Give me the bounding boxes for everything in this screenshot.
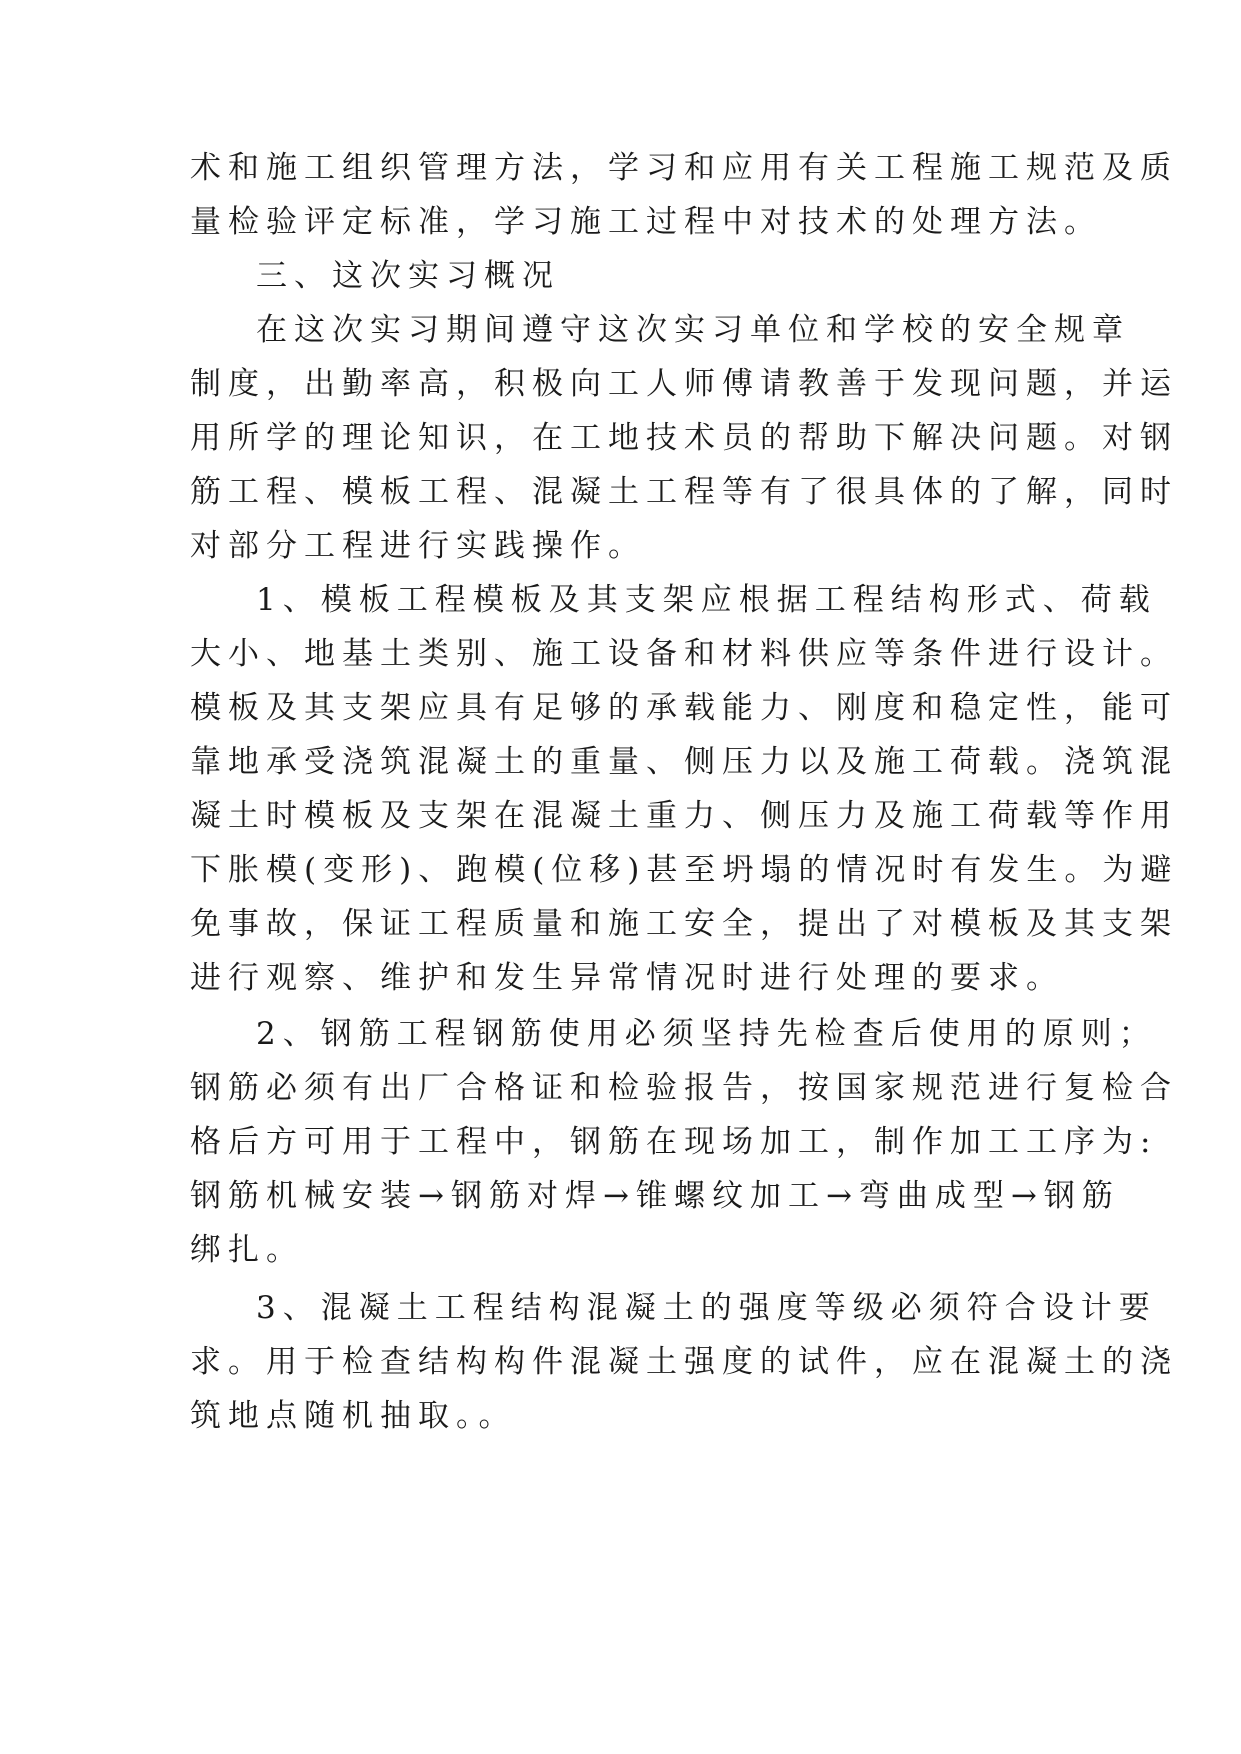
paragraph-line: 2、钢筋工程钢筋使用必须坚持先检查后使用的原则； — [256, 1016, 1157, 1052]
paragraph-line: 量检验评定标准，学习施工过程中对技术的处理方法。 — [190, 204, 1102, 240]
paragraph-line: 对部分工程进行实践操作。 — [190, 528, 646, 564]
paragraph-line: 3、混凝土工程结构混凝土的强度等级必须符合设计要 — [256, 1290, 1157, 1326]
paragraph-line: 免事故，保证工程质量和施工安全，提出了对模板及其支架 — [190, 906, 1178, 942]
paragraph-line: 进行观察、维护和发生异常情况时进行处理的要求。 — [190, 960, 1064, 996]
paragraph-line: 术和施工组织管理方法，学习和应用有关工程施工规范及质 — [190, 150, 1178, 186]
paragraph-line: 筑地点随机抽取。。 — [190, 1398, 517, 1434]
paragraph-line: 靠地承受浇筑混凝土的重量、侧压力以及施工荷载。浇筑混 — [190, 744, 1178, 780]
section-heading: 三、这次实习概况 — [256, 258, 560, 294]
paragraph-line: 钢筋机械安装→钢筋对焊→锥螺纹加工→弯曲成型→钢筋 — [190, 1178, 1120, 1214]
paragraph-line: 制度，出勤率高，积极向工人师傅请教善于发现问题，并运 — [190, 366, 1178, 402]
paragraph-line: 大小、地基土类别、施工设备和材料供应等条件进行设计。 — [190, 636, 1178, 672]
paragraph-line: 绑扎。 — [190, 1232, 304, 1268]
paragraph-line: 求。用于检查结构构件混凝土强度的试件，应在混凝土的浇 — [190, 1344, 1178, 1380]
paragraph-line: 用所学的理论知识，在工地技术员的帮助下解决问题。对钢 — [190, 420, 1178, 456]
paragraph-line: 1、模板工程模板及其支架应根据工程结构形式、荷载 — [256, 582, 1157, 618]
paragraph-line: 凝土时模板及支架在混凝土重力、侧压力及施工荷载等作用 — [190, 798, 1178, 834]
paragraph-line: 格后方可用于工程中，钢筋在现场加工，制作加工工序为: — [190, 1124, 1158, 1160]
paragraph-line: 模板及其支架应具有足够的承载能力、刚度和稳定性，能可 — [190, 690, 1178, 726]
paragraph-line: 在这次实习期间遵守这次实习单位和学校的安全规章 — [256, 312, 1130, 348]
paragraph-line: 钢筋必须有出厂合格证和检验报告，按国家规范进行复检合 — [190, 1070, 1178, 1106]
paragraph-line: 筋工程、模板工程、混凝土工程等有了很具体的了解，同时 — [190, 474, 1178, 510]
paragraph-line: 下胀模(变形)、跑模(位移)甚至坍塌的情况时有发生。为避 — [190, 852, 1179, 888]
